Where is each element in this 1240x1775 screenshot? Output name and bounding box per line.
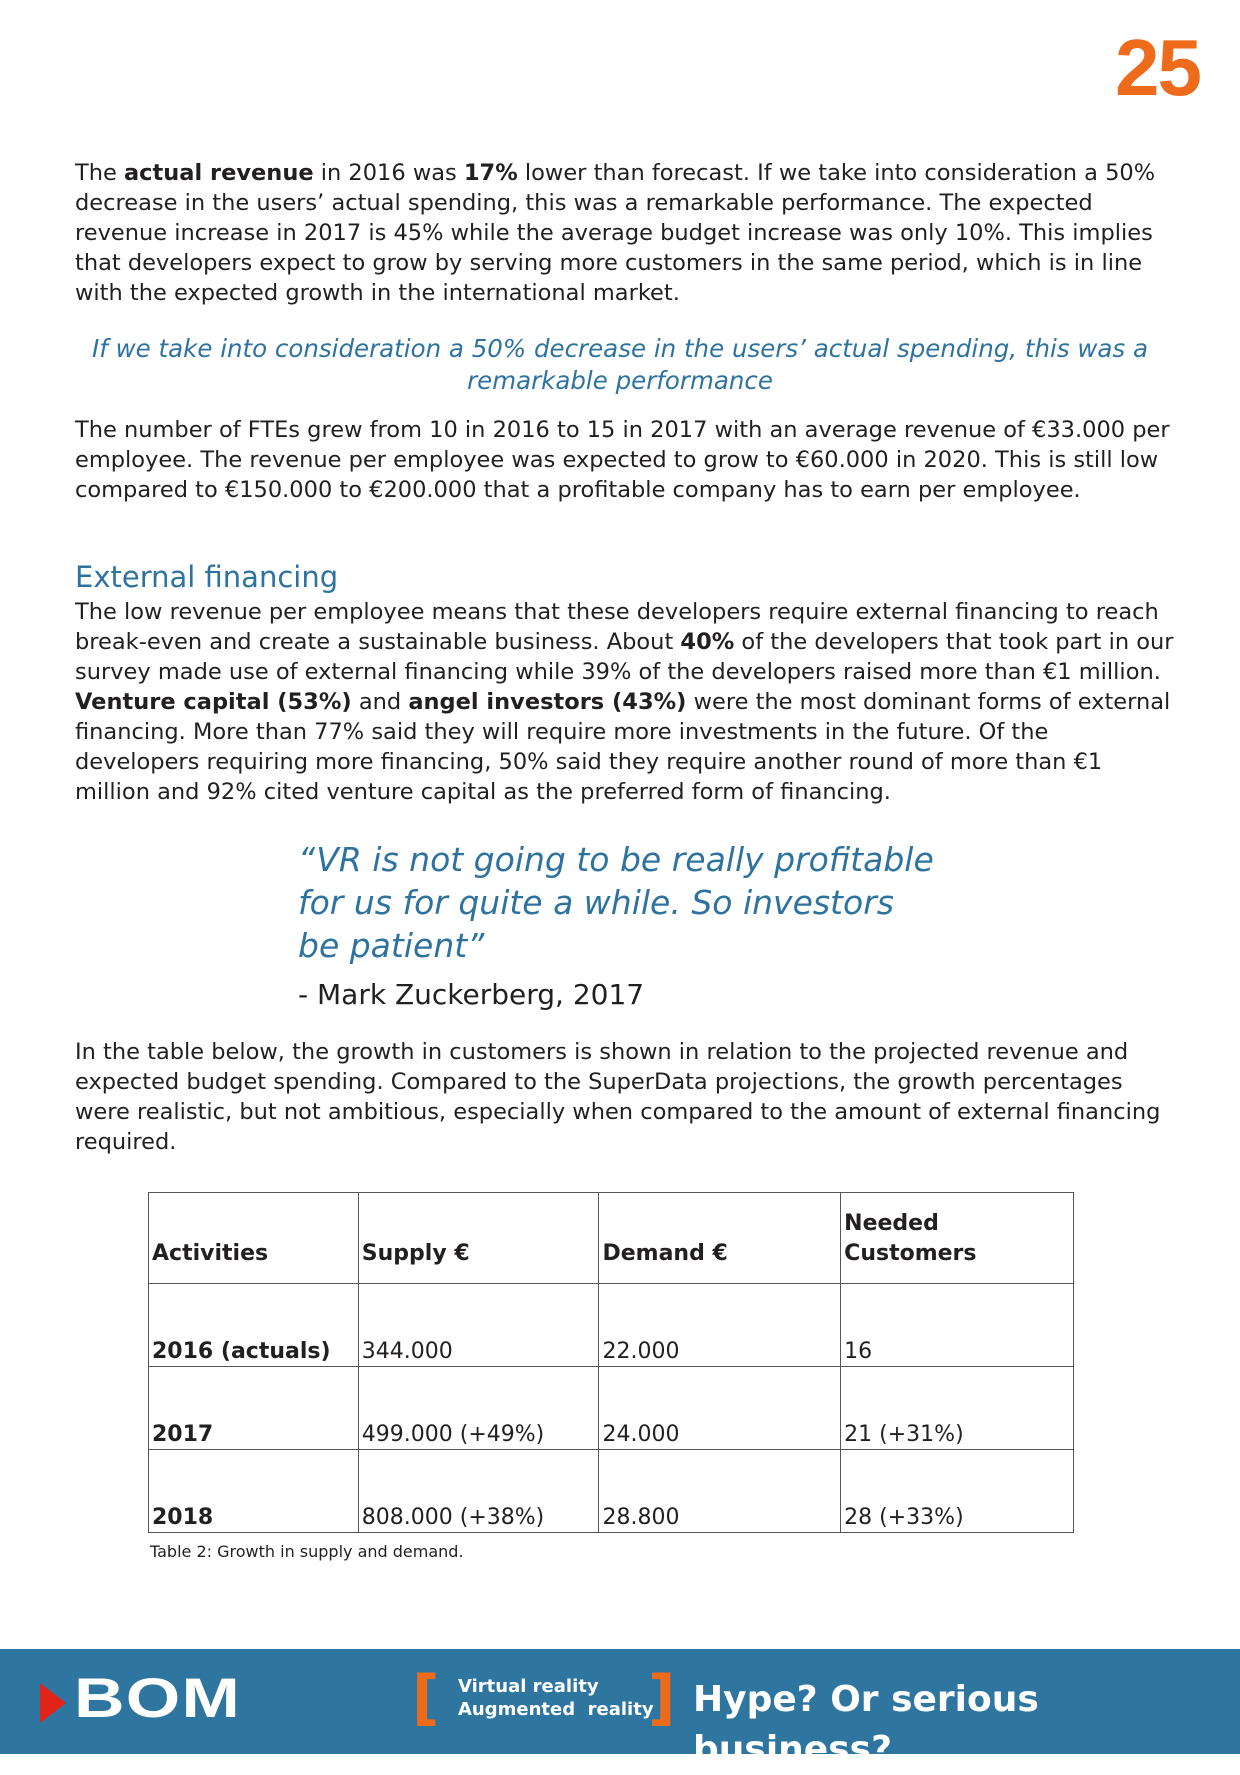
play-arrow-icon [40,1683,66,1723]
customers-cell: 16 [841,1284,1074,1367]
customers-cell: 28 (+33%) [841,1450,1074,1533]
table-caption: Table 2: Growth in supply and demand. [150,1542,464,1561]
tagline-line-vr: Virtual reality [458,1676,599,1697]
header-activities: Activities [149,1193,359,1284]
quote-block [298,838,938,1013]
paragraph-actual-revenue [75,158,1175,308]
footer-title: Hype? Or serious business? [693,1679,1039,1770]
supply-cell: 499.000 (+49%) [358,1367,599,1450]
demand-cell: 24.000 [599,1367,841,1450]
header-needed-customers: Needed Customers [841,1193,1074,1284]
text-run: in 2016 was [313,160,464,186]
footer-banner [0,1649,1240,1770]
demand-cell: 28.800 [599,1450,841,1533]
header-supply: Supply € [358,1193,599,1284]
quote-author: - Mark Zuckerberg, 2017 [298,978,645,1011]
customers-cell: 21 (+31%) [841,1367,1074,1450]
header-demand: Demand € [599,1193,841,1284]
bold-40-percent: 40% [680,629,735,655]
quote-text: “VR is not going to be really profitable for us for quite a while. So investors be patient” [298,840,934,965]
text-run: and [351,689,409,715]
bold-actual-revenue: actual revenue [124,160,314,186]
text-run: of the developers that took part in our survey made use of external financing while 39% of the developers raised more than €1 million. [75,629,1174,685]
paragraph-external-financing [75,597,1175,807]
bold-angel-investors: angel investors (43%) [408,689,687,715]
section-heading-external-financing: External financing [75,560,339,594]
tagline-line-ar: Augmented reality [458,1699,654,1720]
text-run: The [75,160,124,186]
bom-logo: BOM [74,1666,242,1729]
demand-cell: 22.000 [599,1284,841,1367]
pullquote: If we take into consideration a 50% decrease in the users’ actual spending, this was a remarkable performance [91,334,1148,395]
text-run: The low revenue per employee means that these developers require external financing to reach break-even and create a sustainable business. About [75,599,1159,655]
paragraph-table-intro: In the table below, the growth in customers is shown in relation to the projected revenue and expected budget spending. Compared to the SuperData projections, the growth percentages were realistic, but not ambitious, especially when compared to the amount of external financing required. [75,1039,1161,1155]
growth-table [148,1192,1074,1533]
paragraph-fte: The number of FTEs grew from 10 in 2016 to 15 in 2017 with an average revenue of €33.000 per employee. The revenue per employee was expected to grow to €60.000 in 2020. This is still low compared to €150.000 to €200.000 that a profitable company has to earn per employee. [75,417,1170,503]
text-run: lower than forecast. If we take into consideration a 50% decrease in the users’ actual spending, this was a remarkable performance. The expected revenue increase in 2017 is 45% while the average budget increase was only 10%. This implies that developers expect to grow by serving more customers in the same period, which is in line with the expected growth in the international market. [75,160,1156,306]
text-run: were the most dominant forms of external financing. More than 77% said they will require more investments in the future. Of the developers requiring more financing, 50% said they require another round of more than €1 million and 92% cited venture capital as the preferred form of financing. [75,689,1171,805]
table-header-row [149,1193,1074,1284]
supply-cell: 808.000 (+38%) [358,1450,599,1533]
right-bracket-icon: ] [648,1663,676,1733]
supply-cell: 344.000 [358,1284,599,1367]
table-row [149,1450,1074,1533]
row-label: 2017 [149,1367,359,1450]
bold-venture-capital: Venture capital (53%) [75,689,352,715]
page-number: 25 [1115,23,1200,112]
footer-tagline [458,1675,654,1721]
table-row [149,1367,1074,1450]
row-label: 2018 [149,1450,359,1533]
bold-percentage: 17% [463,160,518,186]
left-bracket-icon: [ [412,1663,440,1733]
table-row [149,1284,1074,1367]
row-label: 2016 (actuals) [149,1284,359,1367]
